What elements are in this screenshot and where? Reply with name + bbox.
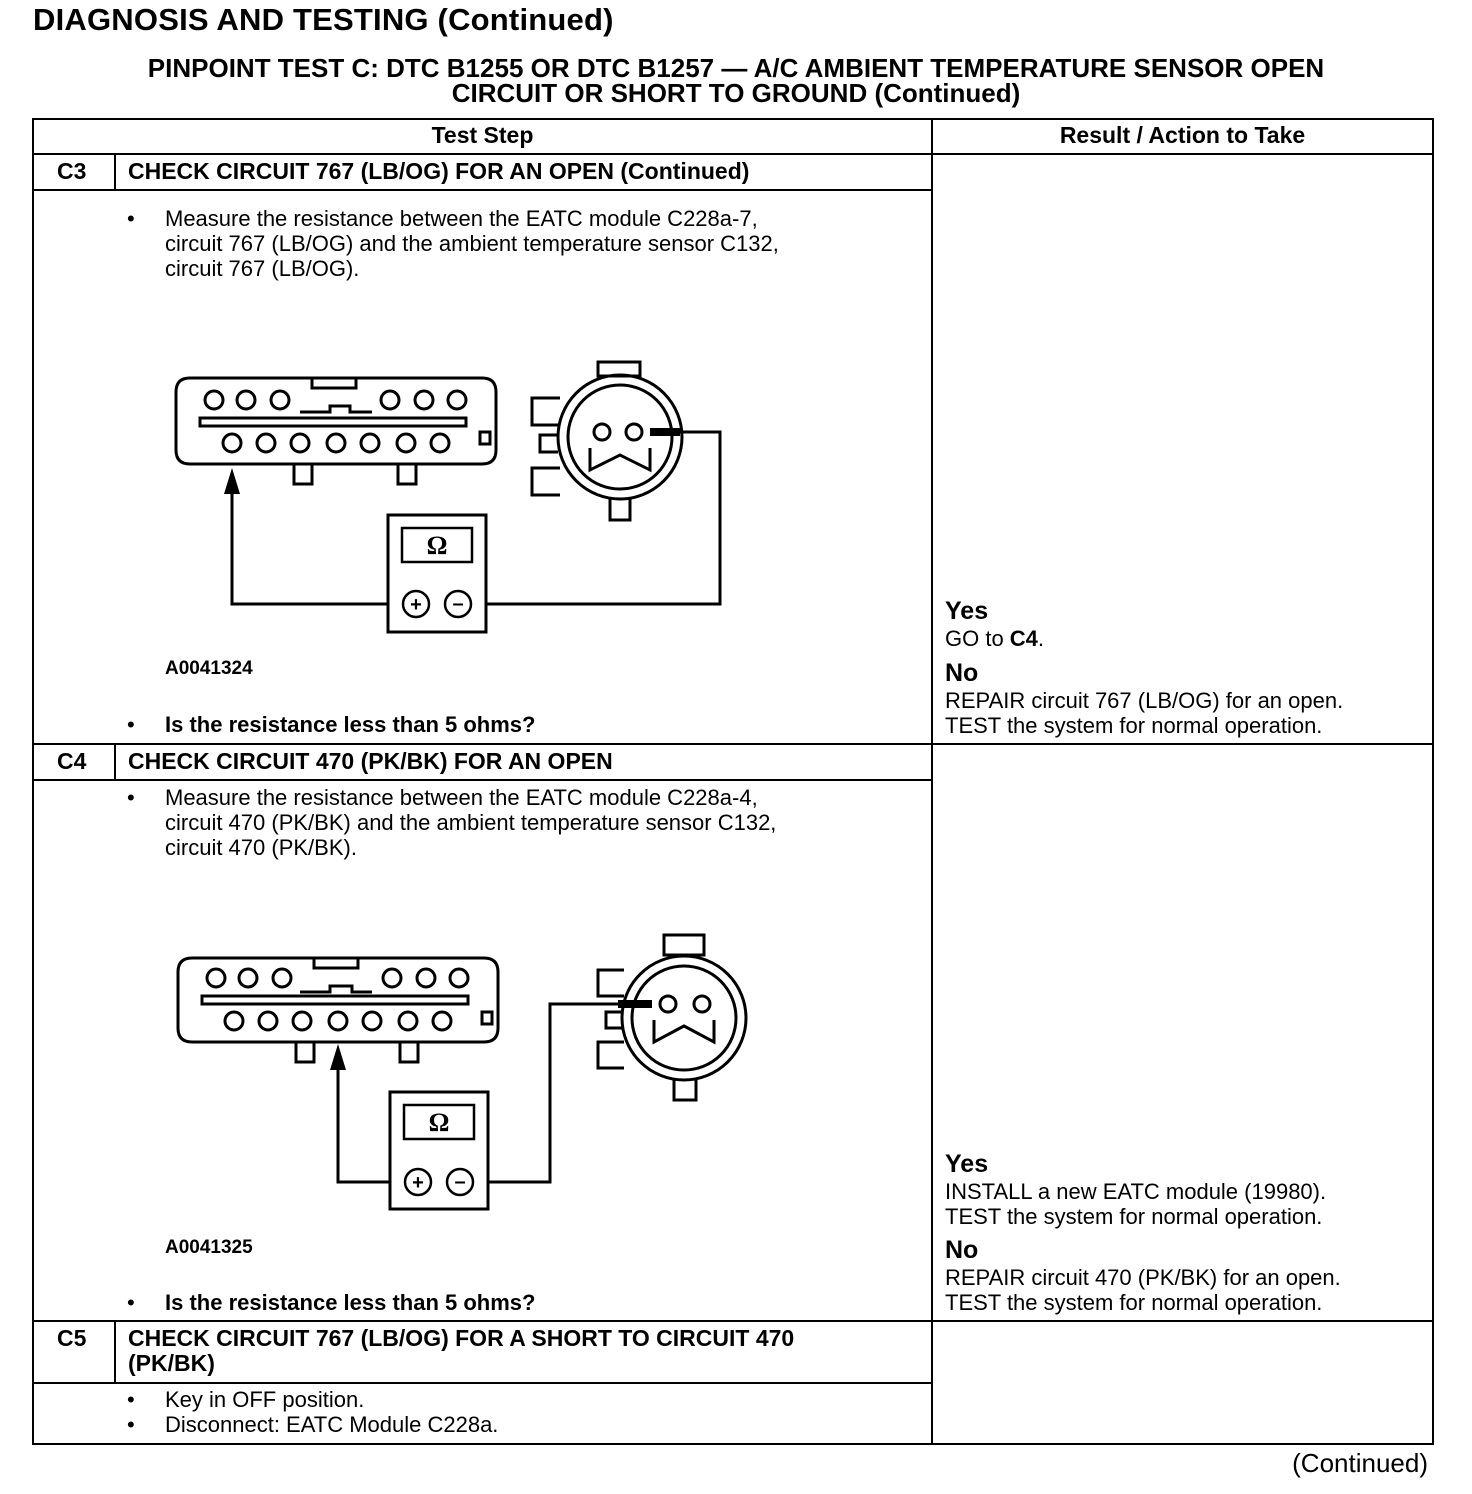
c3-heading-divider <box>32 189 933 191</box>
c4-no-line2: TEST the system for normal operation. <box>945 1290 1323 1315</box>
header-divider <box>32 153 1434 155</box>
c4-text-line1: Measure the resistance between the EATC module C228a-4, <box>165 785 758 810</box>
continued-note: (Continued) <box>1292 1448 1428 1478</box>
c4-yes-label: Yes <box>945 1150 989 1178</box>
step-heading-c4: CHECK CIRCUIT 470 (PK/BK) FOR AN OPEN <box>128 748 613 774</box>
c4-text-line2: circuit 470 (PK/BK) and the ambient temperature sensor C132, <box>165 810 777 835</box>
c5-row-divider <box>32 1320 1434 1322</box>
c3-question: Is the resistance less than 5 ohms? <box>165 712 536 737</box>
step-heading-c5-line2: (PK/BK) <box>128 1350 215 1376</box>
bullet: • <box>127 712 135 737</box>
test-title-line1: PINPOINT TEST C: DTC B1255 OR DTC B1257 — A/C AMBIENT TEMPERATURE SENSOR OPEN <box>147 53 1325 83</box>
bullet: • <box>127 1387 135 1412</box>
meter-plus: + <box>410 594 422 616</box>
c3-text-line1: Measure the resistance between the EATC module C228a-7, <box>165 206 758 231</box>
c3-wiring-diagram <box>160 350 740 640</box>
column-divider <box>931 118 933 1445</box>
c4-no-label: No <box>945 1236 979 1264</box>
c5-bullet1: Key in OFF position. <box>165 1387 365 1412</box>
c5-heading-divider <box>32 1382 933 1384</box>
c4-yes-line1: INSTALL a new EATC module (19980). <box>945 1179 1327 1204</box>
bullet: • <box>127 206 135 231</box>
c3-yes-action <box>945 626 1044 651</box>
c4-id-divider <box>114 743 116 781</box>
yes-text: GO to <box>945 626 1010 651</box>
c3-text-line3: circuit 767 (LB/OG). <box>165 256 360 281</box>
page-title: DIAGNOSIS AND TESTING (Continued) <box>33 2 614 37</box>
bullet: • <box>127 1290 135 1315</box>
goto-step-link[interactable]: C4 <box>1009 626 1038 651</box>
bullet: • <box>127 785 135 810</box>
meter-plus: + <box>412 1172 424 1194</box>
ohmmeter <box>388 515 486 632</box>
c3-no-line2: TEST the system for normal operation. <box>945 713 1323 738</box>
c4-question: Is the resistance less than 5 ohms? <box>165 1290 536 1315</box>
c3-no-label: No <box>945 659 979 687</box>
bullet: • <box>127 1412 135 1437</box>
figure-id-c3: A0041324 <box>165 658 253 679</box>
yes-text-end: . <box>1037 626 1045 651</box>
figure-id-c4: A0041325 <box>165 1237 253 1258</box>
c5-id-divider <box>114 1320 116 1384</box>
c3-id-divider <box>114 153 116 191</box>
c4-text-line3: circuit 470 (PK/BK). <box>165 835 357 860</box>
ohmmeter <box>390 1092 488 1209</box>
step-id-c4: C4 <box>57 748 87 774</box>
ambient-sensor <box>532 362 682 520</box>
c3-no-line1: REPAIR circuit 767 (LB/OG) for an open. <box>945 688 1344 713</box>
ambient-sensor <box>598 935 746 1100</box>
step-heading-c3: CHECK CIRCUIT 767 (LB/OG) FOR AN OPEN (Continued) <box>128 158 750 184</box>
c3-text-line2: circuit 767 (LB/OG) and the ambient temperature sensor C132, <box>165 231 779 256</box>
test-title-line2: CIRCUIT OR SHORT TO GROUND (Continued) <box>451 78 1021 108</box>
probe-arrow <box>224 468 240 494</box>
eatc-connector <box>176 378 496 484</box>
header-test-step: Test Step <box>431 122 534 148</box>
probe-arrow <box>330 1044 346 1070</box>
meter-symbol: Ω <box>426 531 448 560</box>
pinpoint-test-title <box>40 53 1432 108</box>
c4-no-line1: REPAIR circuit 470 (PK/BK) for an open. <box>945 1265 1341 1290</box>
meter-minus: – <box>454 1171 466 1193</box>
meter-symbol: Ω <box>428 1108 450 1137</box>
header-result: Result / Action to Take <box>1059 122 1306 148</box>
c5-bullet2: Disconnect: EATC Module C228a. <box>165 1412 499 1437</box>
meter-minus: – <box>452 593 464 615</box>
step-heading-c5-line1: CHECK CIRCUIT 767 (LB/OG) FOR A SHORT TO CIRCUIT 470 <box>128 1325 795 1351</box>
c4-wiring-diagram <box>160 925 760 1220</box>
c3-yes-label: Yes <box>945 597 989 625</box>
c4-yes-line2: TEST the system for normal operation. <box>945 1204 1323 1229</box>
step-id-c3: C3 <box>57 158 87 184</box>
c4-row-divider <box>32 743 1434 745</box>
c4-heading-divider <box>32 779 933 781</box>
step-id-c5: C5 <box>57 1325 87 1351</box>
